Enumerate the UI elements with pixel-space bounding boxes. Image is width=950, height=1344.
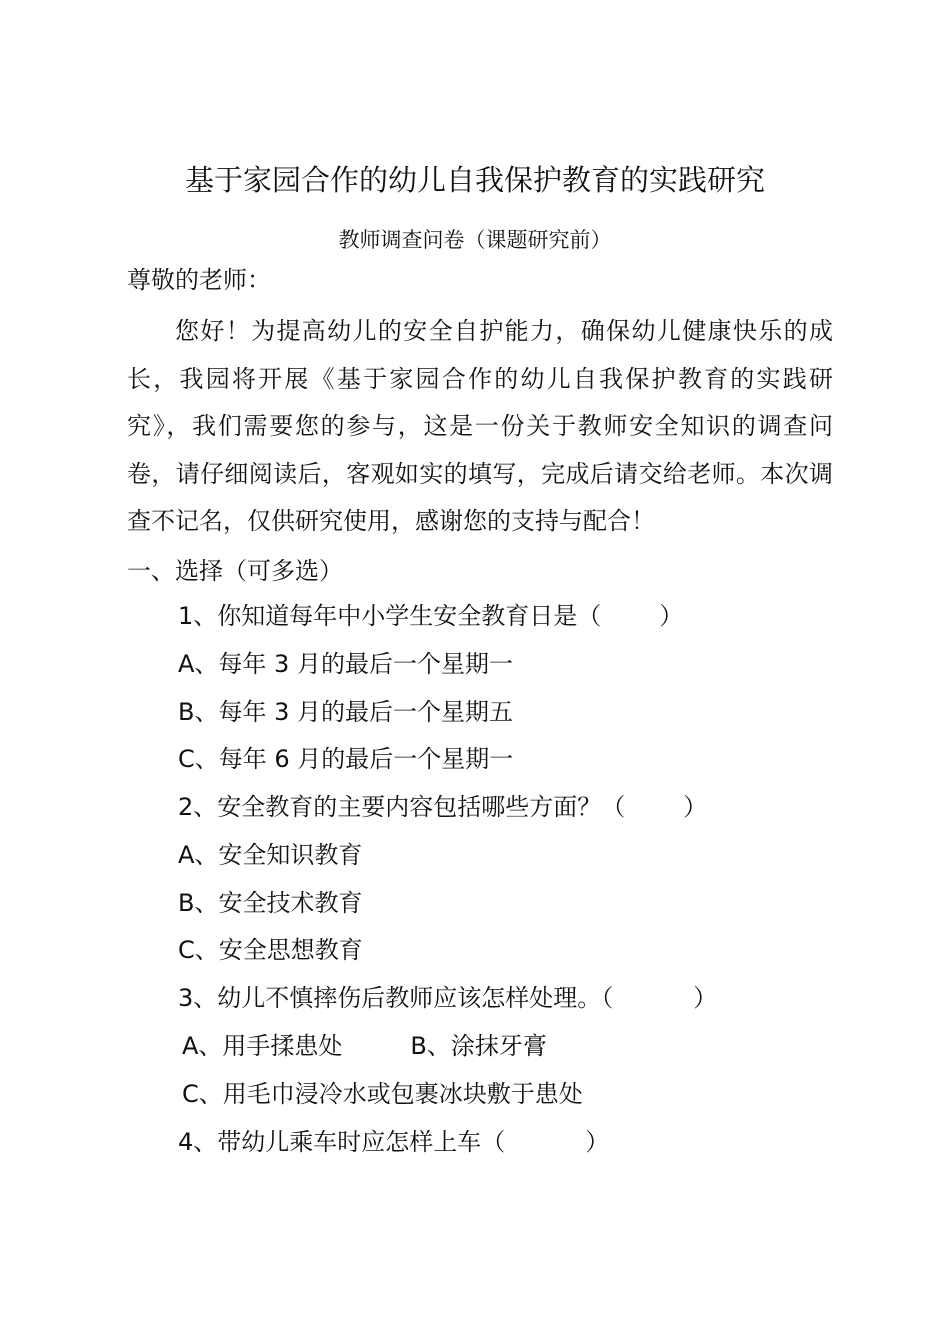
question-2-option-b: B、安全技术教育 [178,889,363,917]
salutation: 尊敬的老师： [127,266,271,294]
document-subtitle: 教师调查问卷（课题研究前） [338,228,612,252]
question-2-text: 2、安全教育的主要内容包括哪些方面？（ [178,793,626,821]
question-3 [178,980,717,1016]
question-2-close: ） [683,793,708,821]
question-4-close: ） [585,1128,610,1156]
document-title: 基于家园合作的幼儿自我保护教育的实践研究 [184,163,765,197]
question-4-text: 4、带幼儿乘车时应怎样上车（ [178,1128,506,1156]
question-2-option-c: C、安全思想教育 [178,936,363,964]
question-3-options-row [182,1028,547,1064]
question-3-option-b: B、涂抹牙膏 [410,1032,547,1060]
question-1-option-a: A、每年 3 月的最后一个星期一 [178,650,513,678]
question-1-option-c: C、每年 6 月的最后一个星期一 [178,745,514,773]
question-1-option-b: B、每年 3 月的最后一个星期五 [178,698,513,726]
question-2 [178,789,707,825]
question-2-option-a: A、安全知识教育 [178,841,363,869]
intro-paragraph: 您好！为提高幼儿的安全自护能力，确保幼儿健康快乐的成长，我园将开展《基于家园合作的幼儿自我保护教育的实践研究》，我们需要您的参与，这是一份关于教师安全知识的调查问卷，请仔细阅读后，客观如实的填写，完成后请交给老师。本次调查不记名，仅供研究使用，感谢您的支持与配合！ [127,317,833,535]
question-1-text: 1、你知道每年中小学生安全教育日是（ [178,602,602,630]
section-heading: 一、选择（可多选） [127,557,343,585]
question-3-option-a: A、用手揉患处 [182,1032,343,1060]
question-3-close: ） [693,984,718,1012]
question-1-close: ） [659,602,684,630]
question-3-text: 3、幼儿不慎摔伤后教师应该怎样处理。（ [178,984,614,1012]
question-3-option-c: C、用毛巾浸冷水或包裹冰块敷于患处 [182,1080,583,1108]
question-1 [178,598,683,634]
question-4 [178,1124,609,1160]
